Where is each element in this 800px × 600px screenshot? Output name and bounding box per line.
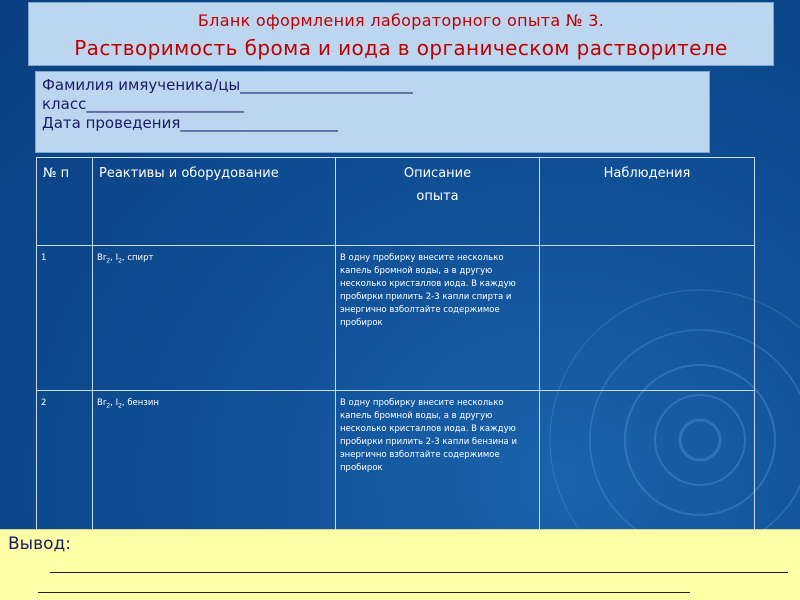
header-description-line1: Описание xyxy=(403,166,472,181)
table-row xyxy=(37,246,755,391)
iodine-formula: I xyxy=(115,398,119,408)
conclusion-answer-line[interactable] xyxy=(38,592,690,593)
bromine-formula: Br xyxy=(97,253,107,263)
table-row xyxy=(37,391,755,530)
conclusion-label: Вывод: xyxy=(8,534,71,554)
separator: , xyxy=(121,253,128,263)
lab-table xyxy=(36,157,755,530)
header-description xyxy=(336,158,540,246)
row-num: 1 xyxy=(37,246,93,391)
table-header-row xyxy=(37,158,755,246)
bromine-subscript: 2 xyxy=(106,257,111,265)
bromine-formula: Br xyxy=(97,398,107,408)
row-num: 2 xyxy=(37,391,93,530)
row-description: В одну пробирку внесите несколько капель бромной воды, а в другую несколько кристаллов иода. В каждую пробирки прилить 2-3 капли спирта и энергично взболтайте содержимое пробирок xyxy=(336,246,540,391)
header-reagents: Реактивы и оборудование xyxy=(93,158,336,246)
row-description: В одну пробирку внесите несколько капель бромной воды, а в другую несколько кристаллов иода. В каждую пробирки прилить 2-3 капли бензина и энергично взболтайте содержимое пробирок xyxy=(336,391,540,530)
iodine-formula: I xyxy=(115,253,119,263)
iodine-subscript: 2 xyxy=(118,257,122,265)
form-title: Бланк оформления лабораторного опыта № 3. xyxy=(197,11,605,30)
row-observation[interactable] xyxy=(540,246,755,391)
bromine-subscript: 2 xyxy=(106,402,111,410)
separator: , xyxy=(121,398,128,408)
row-observation[interactable] xyxy=(540,391,755,530)
header-observations: Наблюдения xyxy=(540,158,755,246)
conclusion-panel xyxy=(0,529,800,600)
class-line: класс_____________________ xyxy=(42,95,244,113)
iodine-subscript: 2 xyxy=(118,402,122,410)
experiment-title: Растворимость брома и иода в органическом растворителе xyxy=(74,36,728,60)
conclusion-answer-line[interactable] xyxy=(50,572,788,573)
separator: , xyxy=(110,253,116,263)
row-reagents xyxy=(93,246,336,391)
title-panel xyxy=(28,2,774,66)
header-description-line2: опыта xyxy=(416,189,459,204)
date-line: Дата проведения_____________________ xyxy=(42,114,338,132)
solvent-name: бензин xyxy=(127,398,159,408)
student-info-panel xyxy=(35,71,710,153)
row-reagents xyxy=(93,391,336,530)
solvent-name: спирт xyxy=(127,253,154,263)
separator: , xyxy=(110,398,116,408)
header-num: № п xyxy=(37,158,93,246)
student-name-line: Фамилия имяученика/цы_______________________ xyxy=(42,76,413,94)
